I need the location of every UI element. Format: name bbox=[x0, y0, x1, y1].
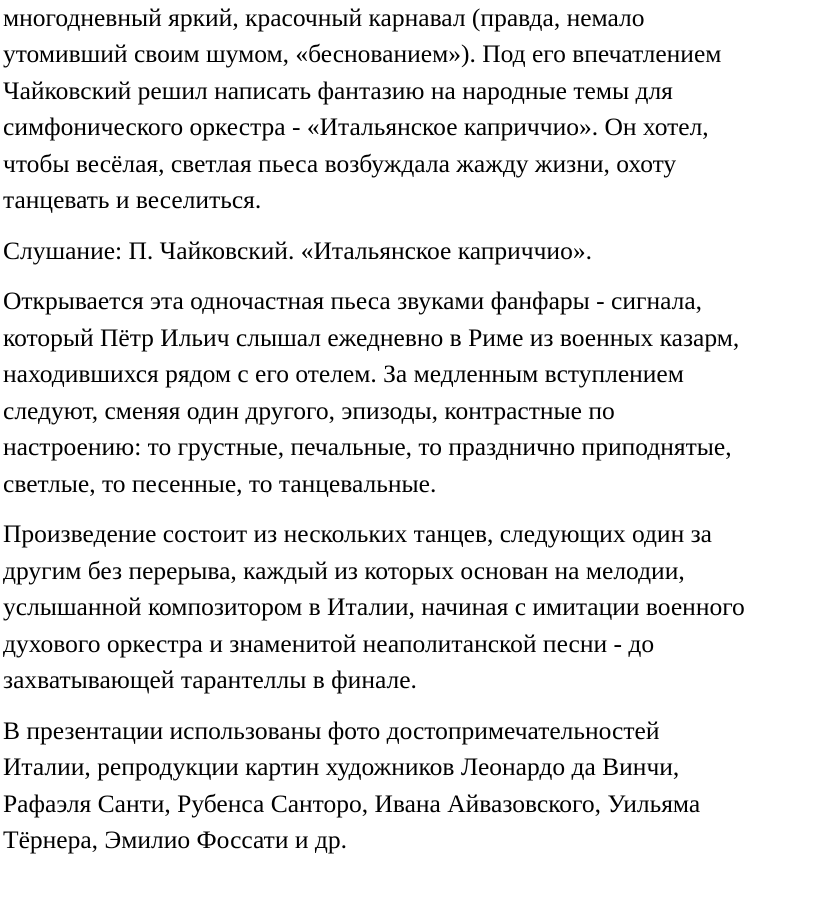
text-line: Рафаэля Санти, Рубенса Санторо, Ивана Айвазовского, Уильяма bbox=[3, 788, 701, 818]
text-line: В презентации использованы фото достопримечательностей bbox=[3, 715, 660, 745]
text-line: настроению: то грустные, печальные, то празднично приподнятые, bbox=[3, 432, 732, 461]
text-line: услышанной композитором в Италии, начиная с имитации военного bbox=[3, 592, 745, 621]
text-line: захватывающей тарантеллы в финале. bbox=[3, 665, 417, 694]
text-line: Италии, репродукции картин художников Леонардо да Винчи, bbox=[3, 752, 680, 781]
text-line: светлые, то песенные, то танцевальные. bbox=[3, 468, 437, 498]
text-line: Тёрнера, Эмилио Фоссати и др. bbox=[3, 825, 347, 854]
text-line: Слушание: П. Чайковский. «Итальянское каприччио». bbox=[3, 235, 592, 265]
paragraph-carnival bbox=[3, 0, 812, 219]
paragraph-listening bbox=[3, 233, 812, 270]
text-line: духового оркестра и знаменитой неаполитанской песни - до bbox=[3, 628, 655, 658]
paragraph-credits bbox=[3, 713, 812, 859]
text-line: Открывается эта одночастная пьеса звуками фанфары - сигнала, bbox=[3, 286, 703, 315]
text-line: утомивший своим шумом, «беснованием»). Под его впечатлением bbox=[3, 39, 722, 68]
text-line: другим без перерыва, каждый из которых основан на мелодии, bbox=[3, 555, 685, 585]
text-line: Чайковский решил написать фантазию на народные темы для bbox=[3, 75, 673, 105]
text-line: танцевать и веселиться. bbox=[3, 185, 262, 214]
text-line: находившихся рядом с его отелем. За медленным вступлением bbox=[3, 359, 684, 388]
text-line: симфонического оркестра - «Итальянское каприччио». Он хотел, bbox=[3, 112, 709, 141]
text-line: Произведение состоит из нескольких танцев, следующих один за bbox=[3, 519, 712, 548]
paragraph-fanfare bbox=[3, 283, 812, 502]
paragraph-dances bbox=[3, 516, 812, 699]
text-line: следуют, сменяя один другого, эпизоды, контрастные по bbox=[3, 395, 615, 425]
text-line: который Пётр Ильич слышал ежедневно в Риме из военных казарм, bbox=[3, 322, 740, 352]
text-line: многодневный яркий, красочный карнавал (правда, немало bbox=[3, 2, 645, 32]
text-line: чтобы весёлая, светлая пьеса возбуждала жажду жизни, охоту bbox=[3, 148, 677, 178]
